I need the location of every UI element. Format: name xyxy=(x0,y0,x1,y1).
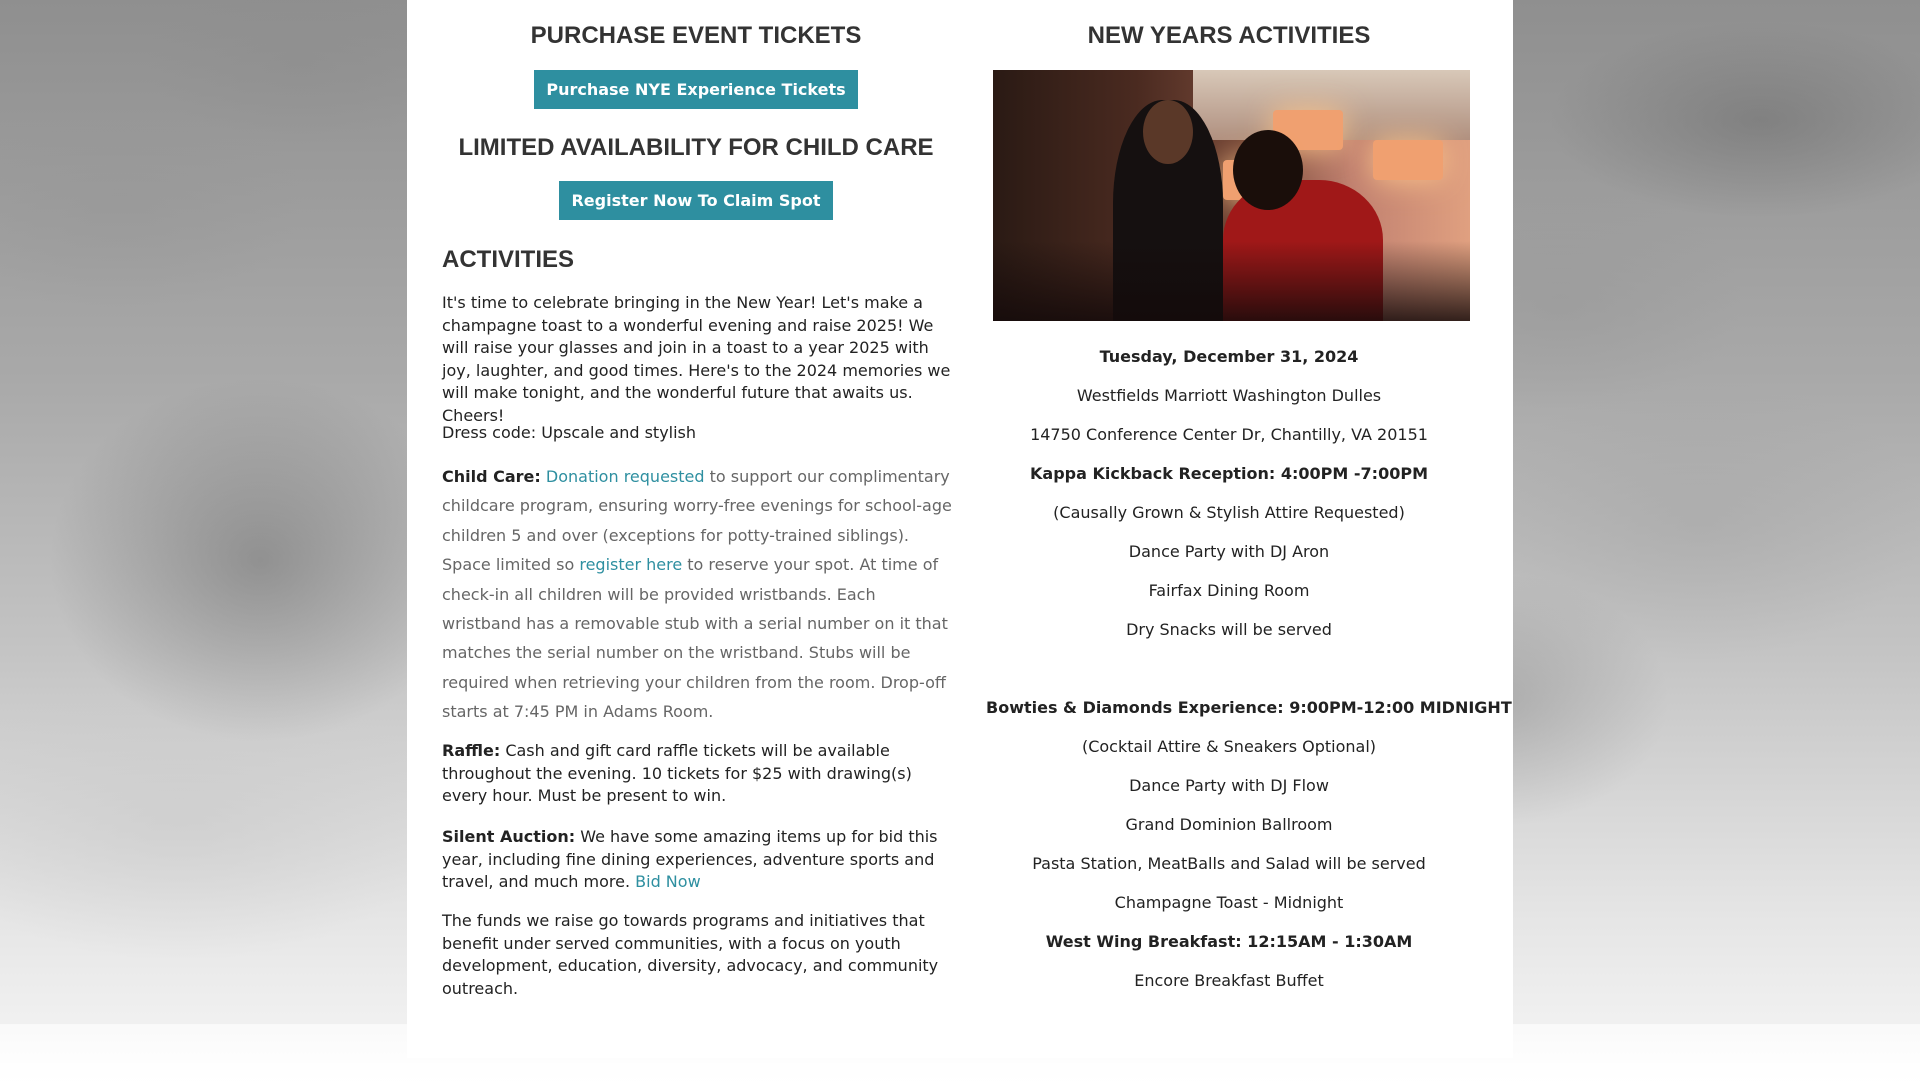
register-button-wrap xyxy=(442,181,950,220)
dress-code: Dress code: Upscale and stylish xyxy=(442,423,697,442)
purchase-tickets-button[interactable]: Purchase NYE Experience Tickets xyxy=(534,70,857,109)
auction-label: Silent Auction: xyxy=(442,827,576,846)
purchase-heading: PURCHASE EVENT TICKETS xyxy=(530,22,862,49)
register-here-link[interactable]: register here xyxy=(579,555,683,575)
bowties-attire: (Cocktail Attire & Sneakers Optional) xyxy=(1081,737,1377,756)
content-panel xyxy=(407,0,1513,1058)
child-care-text-1: to support our complimentary childcare program, ensuring worry-free evenings for school-age children 5 and over (exceptions for potty-trained siblings). Space limited so xyxy=(442,467,952,575)
activities-intro: It's time to celebrate bringing in the New Year! Let's make a champagne toast to a wonderful evening and raise 2025! We will raise your glasses and join in a toast to a year 2025 with joy, laughter, and good times. Here's to the 2024 memories we will make tonight, and the wonderful future that awaits us. Cheers! xyxy=(442,293,951,425)
nye-heading: NEW YEARS ACTIVITIES xyxy=(1087,22,1371,49)
reception-attire: (Causally Grown & Stylish Attire Requested) xyxy=(1053,503,1405,522)
child-care-text-2: to reserve your spot. At time of check-in all children will be provided wristbands. Each wristband has a removable stub with a serial number on it that matches the serial number on the wristband. Stubs will be required when retrieving your children from the room. Drop-off starts at 7:45 PM in Adams Room. xyxy=(442,555,948,722)
raffle-text: Cash and gift card raffle tickets will be available throughout the evening. 10 tickets for $25 with drawing(s) every hour. Must be present to win. xyxy=(442,741,912,805)
child-care-label: Child Care: xyxy=(442,467,541,486)
reception-room: Fairfax Dining Room xyxy=(1148,581,1310,600)
party-photo xyxy=(993,70,1470,321)
event-address: 14750 Conference Center Dr, Chantilly, VA 20151 xyxy=(1030,425,1428,444)
event-venue: Westfields Marriott Washington Dulles xyxy=(1076,386,1382,405)
reception-food: Dry Snacks will be served xyxy=(1126,620,1332,639)
funds-paragraph: The funds we raise go towards programs and initiatives that benefit under served communities, with a focus on youth development, education, diversity, advocacy, and community outreach. xyxy=(442,911,939,998)
donation-link[interactable]: Donation requested xyxy=(545,467,705,486)
reception-title: Kappa Kickback Reception: 4:00PM -7:00PM xyxy=(1030,464,1428,483)
activities-heading: ACTIVITIES xyxy=(442,246,575,273)
bowties-title: Bowties & Diamonds Experience: 9:00PM-12:00 MIDNIGHT xyxy=(986,698,1512,717)
breakfast-item: Encore Breakfast Buffet xyxy=(1134,971,1324,990)
bid-now-link[interactable]: Bid Now xyxy=(635,872,701,891)
purchase-button-wrap xyxy=(442,70,950,109)
raffle-paragraph xyxy=(442,740,954,808)
childcare-heading: LIMITED AVAILABILITY FOR CHILD CARE xyxy=(458,134,934,161)
child-care-paragraph xyxy=(442,462,954,727)
raffle-label: Raffle: xyxy=(442,741,501,760)
event-date: Tuesday, December 31, 2024 xyxy=(1099,347,1359,366)
register-spot-button[interactable]: Register Now To Claim Spot xyxy=(559,181,832,220)
reception-dj: Dance Party with DJ Aron xyxy=(1128,542,1330,561)
bowties-toast: Champagne Toast - Midnight xyxy=(1114,893,1344,912)
auction-paragraph xyxy=(442,826,954,894)
bowties-food: Pasta Station, MeatBalls and Salad will be served xyxy=(1032,854,1426,873)
bowties-room: Grand Dominion Ballroom xyxy=(1125,815,1333,834)
bowties-dj: Dance Party with DJ Flow xyxy=(1129,776,1329,795)
breakfast-title: West Wing Breakfast: 12:15AM - 1:30AM xyxy=(1045,932,1413,951)
auction-text: We have some amazing items up for bid this year, including fine dining experiences, adventure sports and travel, and much more. xyxy=(442,827,938,891)
